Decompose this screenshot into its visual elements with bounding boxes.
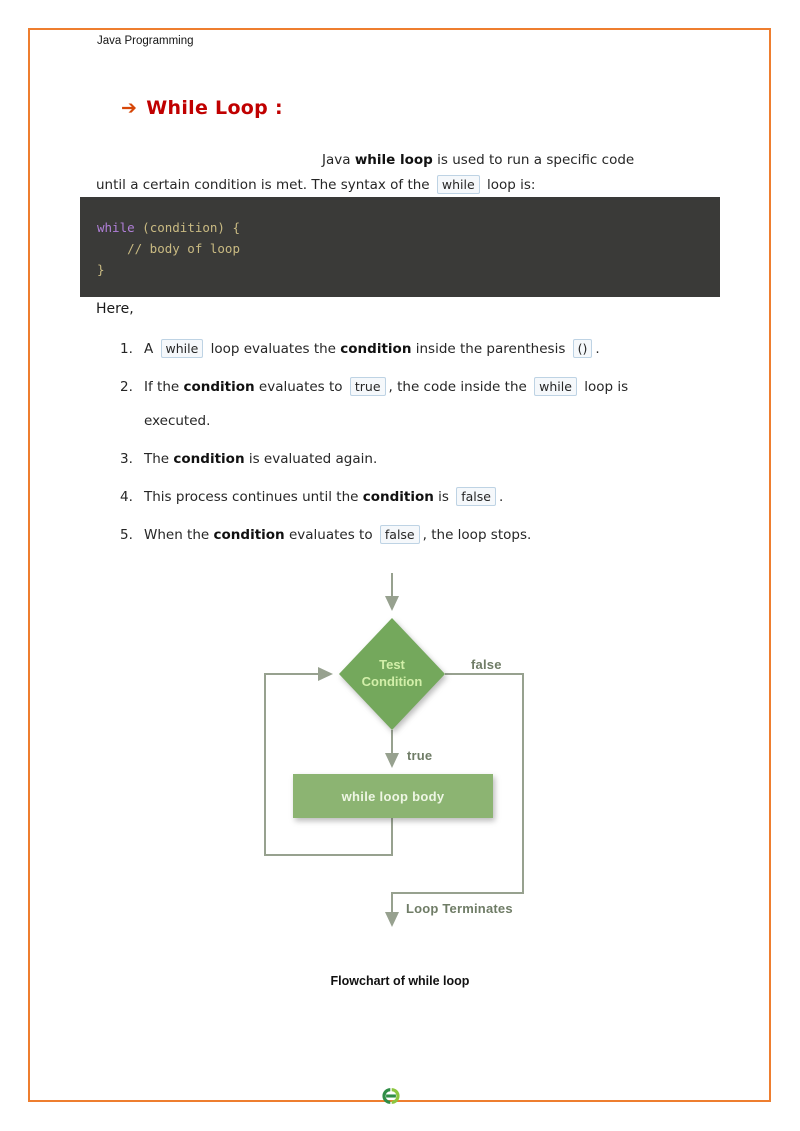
text-segment: condition <box>173 451 245 467</box>
list-item <box>120 442 726 476</box>
text-segment: loop evaluates the <box>206 341 341 357</box>
condition-diamond-label-line2: Condition <box>361 674 423 689</box>
text-segment: condition <box>362 489 434 505</box>
text-segment: until a certain condition is met. The syntax of the <box>96 177 434 193</box>
terminate-label: Loop Terminates <box>406 901 513 916</box>
list-item-text <box>144 370 726 438</box>
list-item <box>120 370 726 438</box>
list-item-text <box>144 332 726 366</box>
logo-bar <box>386 1094 396 1097</box>
text-segment: while <box>534 377 577 396</box>
text-segment: Java <box>322 152 355 168</box>
list-number: 5. <box>120 527 133 543</box>
text-segment: evaluates to <box>254 379 347 395</box>
code-block <box>80 197 720 297</box>
code-line <box>97 238 703 259</box>
text-segment: is <box>433 489 454 505</box>
text-segment: executed. <box>144 413 211 429</box>
list-item-text <box>144 480 726 514</box>
list-number: 1. <box>120 341 133 357</box>
text-segment: , the loop stops. <box>422 527 532 543</box>
text-segment: A <box>144 341 158 357</box>
while-loop-flowchart <box>132 563 652 943</box>
green-g-logo <box>377 1083 405 1109</box>
list-item-text <box>144 442 726 476</box>
text-segment: . <box>595 341 600 357</box>
list-number: 4. <box>120 489 133 505</box>
text-segment: The <box>144 451 174 467</box>
text-segment: while <box>161 339 204 358</box>
text-segment: false <box>456 487 496 506</box>
loop-body-label: while loop body <box>341 789 445 804</box>
here-label: Here, <box>96 301 134 317</box>
section-heading-text: While Loop : <box>146 97 283 119</box>
text-segment: This process continues until the <box>144 489 363 505</box>
text-segment: // body of loop <box>97 241 240 256</box>
code-line <box>97 259 703 280</box>
text-segment: , the code inside the <box>388 379 532 395</box>
list-item-text <box>144 518 726 552</box>
text-segment: is evaluated again. <box>244 451 378 467</box>
instruction-list <box>120 332 726 556</box>
intro-paragraph <box>96 148 722 198</box>
brand-logo-icon <box>377 1083 405 1109</box>
text-segment: () <box>573 339 593 358</box>
text-segment: (condition) { <box>134 220 240 235</box>
list-item <box>120 480 726 514</box>
arrow-bullet-icon: ➔ <box>121 97 138 119</box>
list-number: 3. <box>120 451 133 467</box>
list-item <box>120 332 726 366</box>
false-edge-label: false <box>471 657 502 672</box>
text-segment: When the <box>144 527 214 543</box>
text-segment: true <box>350 377 386 396</box>
text-segment: false <box>380 525 420 544</box>
code-line <box>97 217 703 238</box>
section-heading <box>121 97 283 119</box>
text-segment: condition <box>183 379 255 395</box>
text-segment: while <box>437 175 480 194</box>
text-segment: } <box>97 262 105 277</box>
text-segment: loop is <box>579 379 629 395</box>
figure-caption: Flowchart of while loop <box>330 974 470 988</box>
condition-diamond-label-line1: Test <box>379 657 405 672</box>
text-segment: inside the parenthesis <box>411 341 570 357</box>
text-segment: condition <box>340 341 412 357</box>
document-header: Java Programming <box>97 35 194 47</box>
text-segment: loop is: <box>482 177 536 193</box>
text-segment: If the <box>144 379 184 395</box>
text-segment: evaluates to <box>284 527 377 543</box>
text-segment: while <box>97 220 135 235</box>
true-edge-label: true <box>407 748 433 763</box>
text-segment: condition <box>213 527 285 543</box>
text-segment: is used to run a specific code <box>432 152 635 168</box>
list-item <box>120 518 726 552</box>
flowchart-canvas <box>132 563 652 943</box>
text-segment: . <box>499 489 504 505</box>
text-segment: while loop <box>354 152 433 168</box>
list-number: 2. <box>120 379 133 395</box>
